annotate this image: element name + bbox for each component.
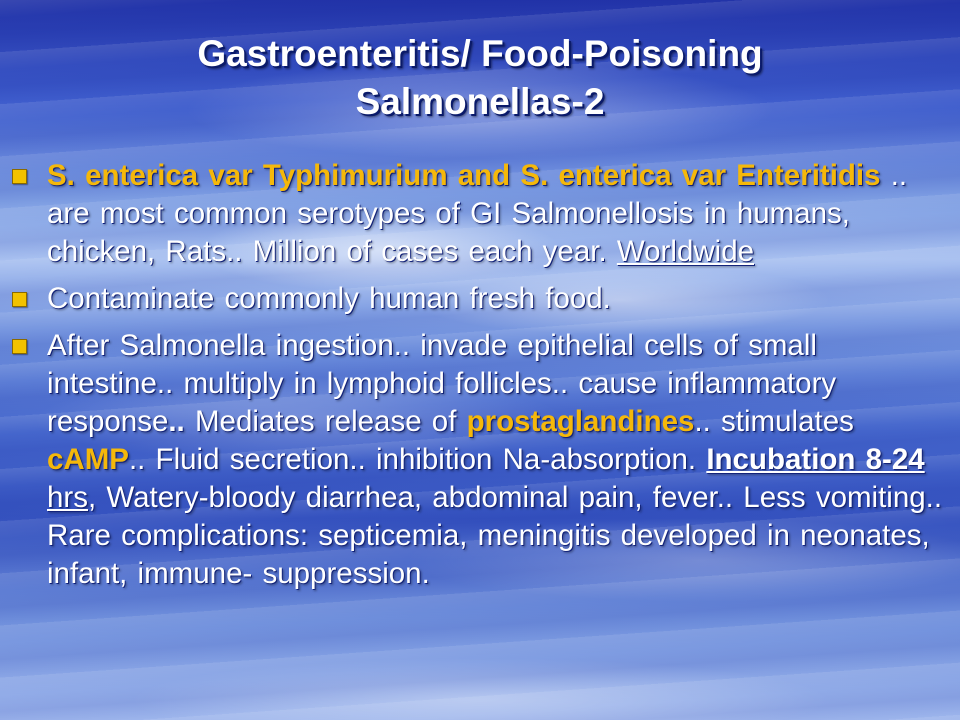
serotype-names: S. enterica var Typhimurium and S. enterica var Enteritidis <box>47 159 881 192</box>
title-line-1: Gastroenteritis/ Food-Poisoning <box>197 33 763 74</box>
pathogenesis-text-2: Mediates release of <box>184 405 467 438</box>
title-line-2: Salmonellas-2 <box>355 81 605 122</box>
bullet-contamination <box>10 280 950 318</box>
pathogenesis-text-5: , Watery-bloody diarrhea, abdominal pain, fever.. Less vomiting.. Rare complications: septicemia, meningitis developed in neonates, infant, immune- suppression. <box>47 481 943 590</box>
slide-title <box>0 30 960 126</box>
worldwide-text: Worldwide <box>616 235 755 268</box>
bullet-serotypes <box>10 157 950 271</box>
incubation-hrs: hrs <box>47 481 88 514</box>
pathogenesis-text-3: .. stimulates <box>694 405 854 438</box>
square-bullet-icon <box>12 169 27 184</box>
pathogenesis-text-4: .. Fluid secretion.. inhibition Na-absorption. <box>128 443 707 476</box>
incubation-period: Incubation 8-24 <box>706 443 925 476</box>
pathogenesis-text-1: After Salmonella ingestion.. invade epithelial cells of small intestine.. multiply in lymphoid follicles.. cause inflammatory response <box>47 329 837 438</box>
contamination-text: Contaminate commonly human fresh food. <box>47 282 611 315</box>
bullet-pathogenesis <box>10 327 950 593</box>
serotype-description: .. are most common serotypes of GI Salmonellosis in humans, chicken, Rats.. Million of cases each year. <box>47 159 908 268</box>
square-bullet-icon <box>12 292 27 307</box>
camp-term: cAMP <box>47 443 129 476</box>
pathogenesis-dots: .. <box>168 405 185 438</box>
square-bullet-icon <box>12 339 27 354</box>
bullet-list <box>10 157 950 593</box>
prostaglandines-term: prostaglandines <box>466 405 695 438</box>
